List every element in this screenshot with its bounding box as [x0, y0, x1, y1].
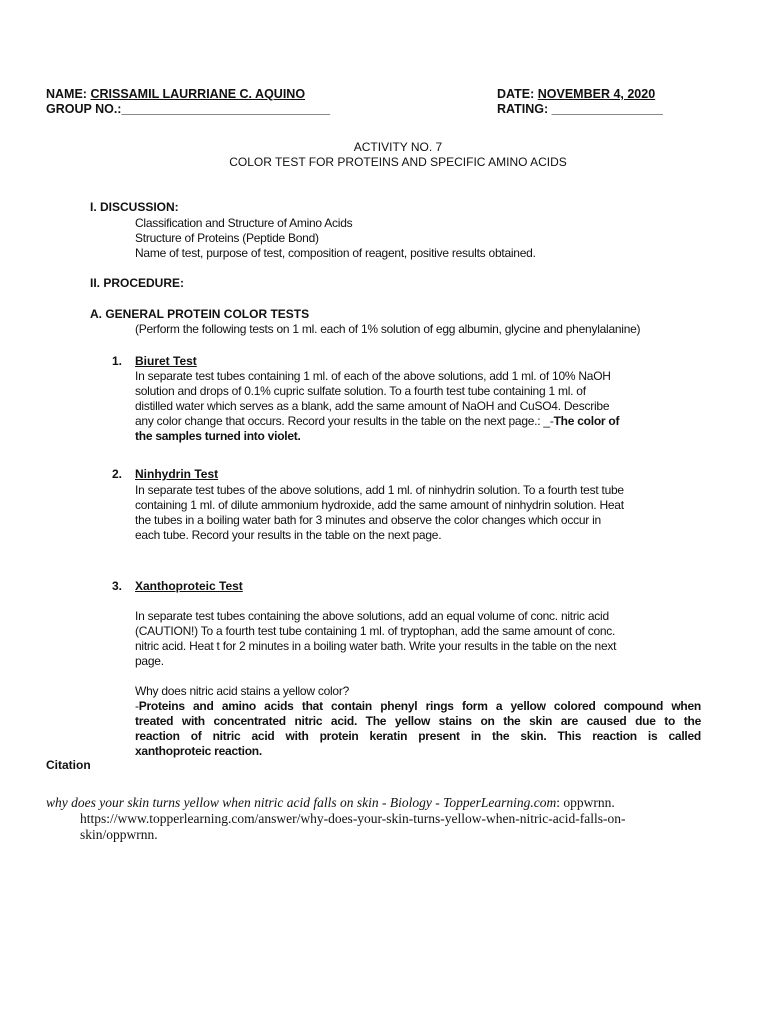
ninhydrin-line: containing 1 ml. of dilute ammonium hydroxide, add the same amount of ninhydrin solution. Heat	[135, 498, 624, 512]
citation-heading: Citation	[46, 758, 91, 772]
xantho-line: nitric acid. Heat t for 2 minutes in a boiling water bath. Write your results in the table on the next	[135, 639, 617, 653]
biuret-last-line-text: any color change that occurs. Record your results in the table on the next page.: _-	[135, 414, 554, 428]
date-value: NOVEMBER 4, 2020	[537, 87, 656, 101]
name-field	[46, 87, 305, 102]
group-blank: ______________________________	[121, 102, 331, 116]
xantho-answer-line: treated with concentrated nitric acid. The yellow stains on the skin are caused due to the	[135, 714, 701, 728]
name-value: CRISSAMIL LAURRIANE C. AQUINO	[90, 87, 306, 101]
xantho-answer	[135, 699, 701, 759]
citation-title: why does your skin turns yellow when nitric acid falls on skin - Biology - TopperLearning.com	[46, 795, 557, 810]
xantho-question: Why does nitric acid stains a yellow color?	[135, 684, 350, 698]
xantho-body	[135, 609, 680, 669]
rating-field	[497, 102, 663, 117]
xantho-answer-line: xanthoproteic reaction.	[135, 744, 262, 758]
ninhydrin-number: 2.	[112, 467, 123, 481]
xantho-line: (CAUTION!) To a fourth test tube containing 1 ml. of tryptophan, add the same amount of conc.	[135, 624, 616, 638]
group-label: GROUP NO.:	[46, 102, 122, 116]
section-a-heading: A. GENERAL PROTEIN COLOR TESTS	[90, 307, 310, 321]
activity-subtitle: COLOR TEST FOR PROTEINS AND SPECIFIC AMINO ACIDS	[229, 155, 567, 169]
xantho-number: 3.	[112, 579, 123, 593]
discussion-item: Structure of Proteins (Peptide Bond)	[135, 231, 319, 245]
ninhydrin-body	[135, 483, 680, 543]
discussion-item: Classification and Structure of Amino Acids	[135, 216, 353, 230]
biuret-answer-end: the samples turned into violet.	[135, 429, 301, 443]
xantho-title: Xanthoproteic Test	[135, 579, 243, 593]
biuret-number: 1.	[112, 354, 123, 368]
section-a-note: (Perform the following tests on 1 ml. each of 1% solution of egg albumin, glycine and phenylalanine)	[135, 322, 641, 336]
date-label: DATE:	[497, 87, 538, 101]
citation-url: https://www.topperlearning.com/answer/why-does-your-skin-turns-yellow-when-nitric-acid-falls-on-	[80, 811, 626, 826]
xantho-answer-line: reaction of nitric acid with protein keratin present in the skin. This reaction is called	[135, 729, 701, 743]
xantho-answer-line	[135, 699, 701, 714]
biuret-title: Biuret Test	[135, 354, 197, 368]
rating-label: RATING:	[497, 102, 552, 116]
ninhydrin-title: Ninhydrin Test	[135, 467, 219, 481]
date-field	[497, 87, 655, 102]
ninhydrin-line: the tubes in a boiling water bath for 3 minutes and observe the color changes which occur in	[135, 513, 601, 527]
biuret-line-answer	[135, 414, 665, 429]
xantho-answer-text: Proteins and amino acids that contain phenyl rings form a yellow colored compound when	[138, 699, 701, 713]
biuret-line: solution and drops of 0.1% cupric sulfate solution. To a fourth test tube containing 1 ml. of	[135, 384, 586, 398]
biuret-answer-start: The color of	[553, 414, 620, 428]
citation-entry	[46, 795, 746, 843]
xantho-line: page.	[135, 654, 164, 668]
xantho-answer-dash: -	[135, 699, 139, 713]
group-field	[46, 102, 330, 117]
citation-title-line	[46, 795, 746, 811]
citation-suffix: : oppwrnn.	[556, 795, 615, 810]
xantho-line: In separate test tubes containing the above solutions, add an equal volume of conc. nitric acid	[135, 609, 609, 623]
biuret-body	[135, 369, 665, 444]
discussion-heading: I. DISCUSSION:	[90, 200, 179, 214]
rating-blank: ________________	[551, 102, 663, 116]
procedure-heading: II. PROCEDURE:	[90, 276, 185, 290]
biuret-line: distilled water which serves as a blank, add the same amount of NaOH and CuSO4. Describe	[135, 399, 610, 413]
biuret-line: In separate test tubes containing 1 ml. of each of the above solutions, add 1 ml. of 10% NaOH	[135, 369, 611, 383]
name-label: NAME:	[46, 87, 91, 101]
citation-url-cont: skin/oppwrnn.	[80, 827, 158, 842]
ninhydrin-line: In separate test tubes of the above solutions, add 1 ml. of ninhydrin solution. To a fourth test tube	[135, 483, 624, 497]
ninhydrin-line: each tube. Record your results in the table on the next page.	[135, 528, 442, 542]
discussion-item: Name of test, purpose of test, composition of reagent, positive results obtained.	[135, 246, 536, 260]
activity-title: ACTIVITY NO. 7	[353, 140, 443, 154]
